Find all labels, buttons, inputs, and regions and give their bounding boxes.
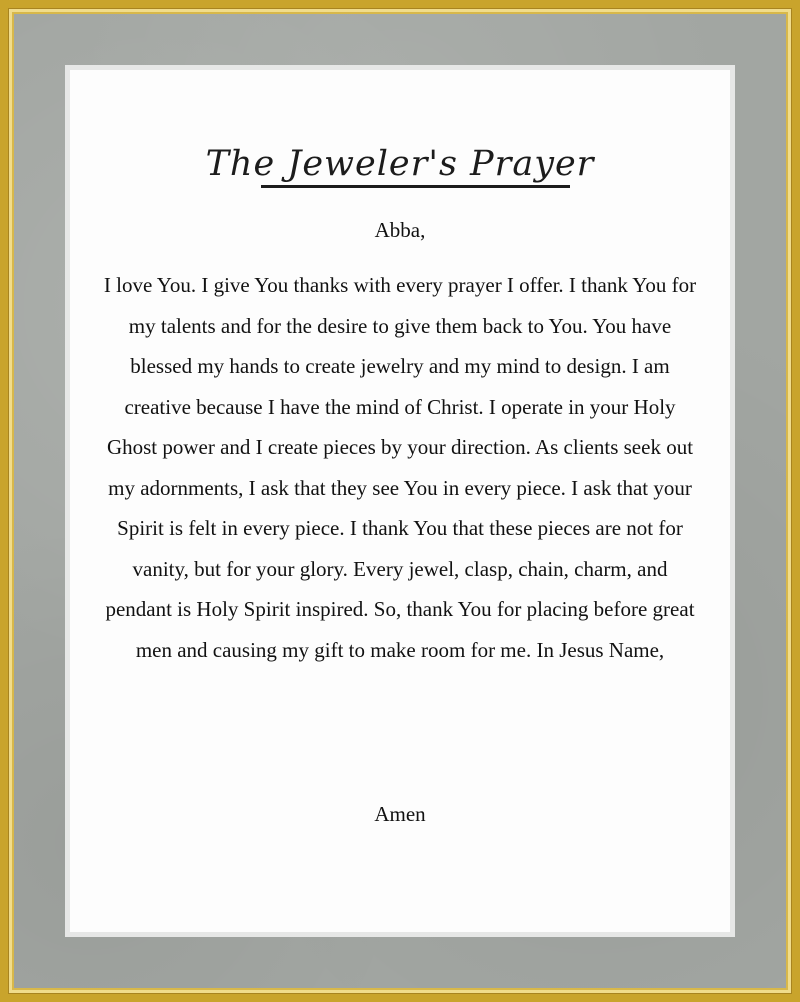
- prayer-body: I love You. I give You thanks with every prayer I offer. I thank You for my talents and for the desire to give them back to You. You have blessed my hands to create jewelry and my mind to design. I am creative because I have the mind of Christ. I operate in your Holy Ghost power and I create pieces by your direction. As clients seek out my adornments, I ask that they see You in every piece. I ask that your Spirit is felt in every piece. I thank You that these pieces are not for vanity, but for your glory. Every jewel, clasp, chain, charm, and pendant is Holy Spirit inspired. So, thank You for placing before great men and causing my gift to make room for me. In Jesus Name,: [103, 273, 697, 662]
- prayer-closing: Amen: [374, 802, 426, 826]
- prayer-title: The Jeweler's Prayer: [205, 144, 595, 184]
- prayer-salutation: Abba,: [374, 218, 426, 242]
- prayer-paper: [70, 70, 730, 932]
- title-underline: [261, 185, 570, 188]
